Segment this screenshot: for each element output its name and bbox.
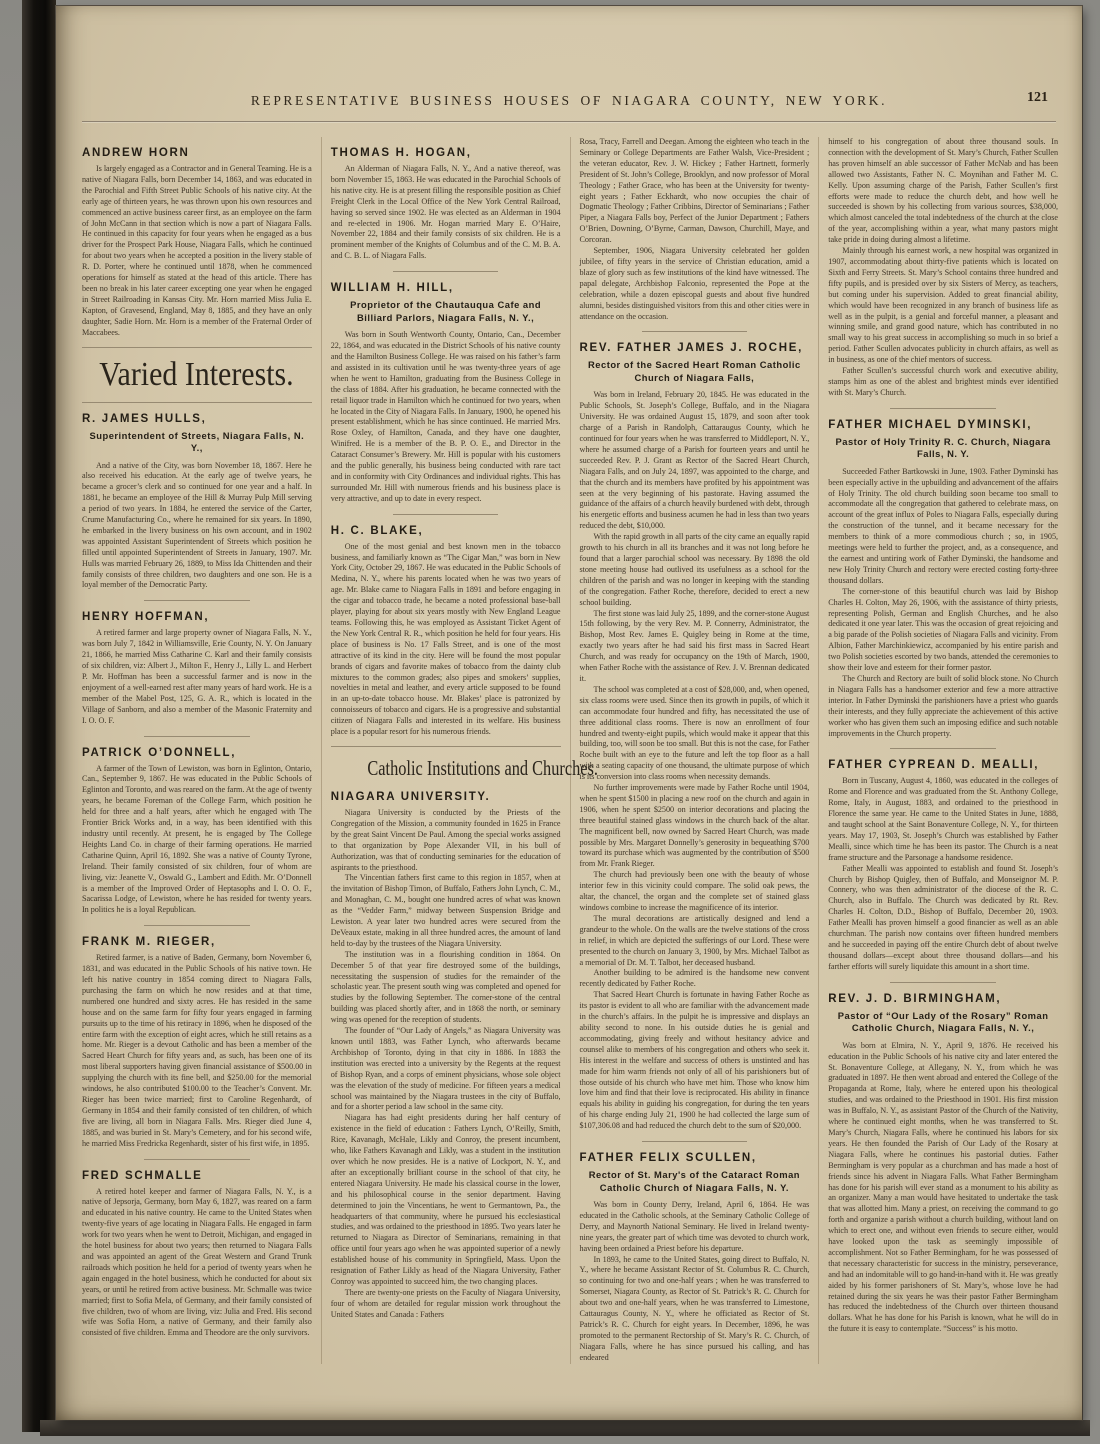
entry-paragraph: The church had previously been one with the beauty of whose interior few in this vicinity could compare. The solid oak pews, the altar, the chancel, the organ and the complete set of stained glass windows combine to increase the magnificence of its interior. <box>579 870 810 912</box>
entry-subtitle: Superintendent of Streets, Niagara Falls, N. Y., <box>89 429 305 453</box>
running-header: REPRESENTATIVE BUSINESS HOUSES OF NIAGARA COUNTY, NEW YORK. <box>250 93 888 108</box>
entry-title: REV. FATHER JAMES J. ROCHE, <box>579 342 804 355</box>
section-divider <box>890 408 996 409</box>
entry <box>580 1152 810 1364</box>
entry-title: THOMAS H. HOGAN, <box>330 147 472 159</box>
section-display-heading <box>82 356 312 394</box>
entry-paragraph: Father Scullen’s successful church work and executive ability, stamps him as one of the ablest and brightest minds ever identified with St. Mary’s Church. <box>828 366 1058 397</box>
entry <box>828 993 1058 1335</box>
header-rule <box>82 121 1056 122</box>
entry <box>331 791 561 1321</box>
entry-paragraph: With the rapid growth in all parts of the city came an equally rapid growth to his church in all its branches and it was not long before he found that a larger parochial school was necessary. By 1898 the old stone meeting house had outlived its usefulness as a school for the children of the parish and was no longer in keeping with the standing of the congregation. Father Roche, therefore, decided to erect a new school building. <box>579 532 810 607</box>
entry-paragraph: A farmer of the Town of Lewiston, was born in Eglinton, Ontario, Can., September 9, 1867. He was educated in the Public Schools of Eglinton and Toronto, and was reared on the farm. At the age of twenty years, he became Foreman of the College Farm, which position he held for three and a half years, after which he engaged with The Frontier Brick Works and, in a way, has been identified with this industry until recently. At present, he is engaged by The College Heights Land Co. in charge of their farming operations. He married Catharine Quinn, April 16, 1892. She was a native of County Tyrone, Ireland. Their family consisted of six children, four of whom are living, viz: Jeanette V., Oswald G., Lambert and Edith. Mr. O’Donnell is a member of the Improved Order of Heptasophs and I. O. O. F., Sacarissa Lodge, of Lewiston, where he has resided for twenty years. In politics he is a loyal Republican. <box>82 763 312 915</box>
entry-paragraph: The school was completed at a cost of $28,000, and, when opened, six class rooms were used. Since then its growth in pupils, of which it can accommodate four hundred and fifty, has necessitated the use of three additional class rooms. There is now an enrollment of four hundred and twenty-eight pupils, which would make it appear that this building, too, will soon be too small. But this is not the case, for Father Roche built with an eye to the future and left the top floor as a hall with a seating capacity of one thousand, the ultimate purpose of which is its conversion into class rooms when necessity demands. <box>579 684 810 782</box>
column-2 <box>322 137 598 1364</box>
entry <box>331 147 561 262</box>
entry-title: FATHER MICHAEL DYMINSKI, <box>828 418 1033 431</box>
entry-continuation <box>828 137 1058 399</box>
columns <box>80 137 1060 1364</box>
section-divider <box>331 746 561 747</box>
entry-title: FATHER CYPREAN D. MEALLI, <box>828 759 1040 772</box>
entry-subtitle: Proprietor of the Chautauqua Cafe and Billiard Parlors, Niagara Falls, N. Y., <box>350 299 542 323</box>
entry-paragraph: Mainly through his earnest work, a new hospital was organized in 1907, accommodating about thirty-five patients which is located on Sixth and Ferry Streets. St. Mary’s School contains three hundred and fifty pupils, and is presided over by six Sisters of Mercy, as teachers, but coming under his supervision. Added to great financial ability, which would have been recognized in any branch of business life as well as in the pulpit, is a genial and forceful manner, a pleasant and winning smile, and grand good nature, which has contributed in no small way to his great success in accomplishing so much in so brief a period. Father Scullen advocates publicity in church affairs, as well as in business, as one of the chief mentors of success. <box>828 246 1058 365</box>
entry-paragraph: Was born at Elmira, N. Y., April 9, 1876. He received his education in the Public Schools of his native city and later entered the St. Bonaventure College, at Allegany, N. Y., from which he was graduated in 1897. He then went abroad and entered the College of the Propaganda at Rome, Italy, where he entered upon his theological studies, and was ordained to the Priesthood in 1901. His first mission was in Buffalo, N. Y., as assistant Pastor of the Church of the Nativity, where he continued eight months, when he was transferred to St. Mary’s Church, Niagara Falls, where he continued his labors for six years. He then founded the Parish of Our Lady of the Rosary at Niagara Falls, where he continues his pastorial duties. Father Bermingham is very popular as a churchman and has made a host of friends since his advent in Niagara Falls. What Father Bermingham has done for his parish will ever stand as a monument to his ability as an organizer. Many a man would have hesitated to undertake the task that was allotted him. Many a priest, on receiving the command to go forth and organize a parish without a church building, without land on which to erect one, and without even friends to secure either, would have looked upon the task as seemingly impossible of accomplishment. Not so Father Bermingham, for he was possessed of that necessary characteristic for success in the ministry, perseverance, and had an indomitable will to go hand-in-hand with it. He was greatly aided by his former parishoners of St. Mary’s, whose love he had retained during the six years he was their pastor Father Bermingham has reduced the indebtedness of the Church over thirteen thousand dollars. What he has done for his Parish is known, what he will do in the future it is easy to contemplate. “Success” is his motto. <box>828 1040 1058 1334</box>
entry-paragraph: Born in Tuscany, August 4, 1860, was educated in the colleges of Rome and Florence and was graduated from the St. Anthony College, Rome, Italy, in August, 1883, and ordained to the priesthood in Florence the same year. He came to the United States in June, 1888, and taught school at the Saint Bonaventure College, N. Y., for thirteen years. May 17, 1903, St. Joseph’s Church was established by Father Mealli, since which time he has been its pastor. The Church is a neat frame structure and the Parsonage a handsome residence. <box>828 776 1058 862</box>
entry-paragraph: The founder of “Our Lady of Angels,” as Niagara University was known until 1883, was Father Lynch, who afterwards became Archbishop of Toronto, dying in that city in 1886. In 1883 the institution was erected into a university by the Regents at the request of Bishop Ryan, and a corps of eminent physicians, whose sole object was the elevation of the study of medicine. For fifteen years a medical school was maintained by the Niagara trustees in the city of Buffalo, and for a shorter period a law school in the same city. <box>330 1026 561 1112</box>
entry-paragraph: That Sacred Heart Church is fortunate in having Father Roche as its pastor is evident to all who are familiar with the advancement made in the church’s affairs. In the pulpit he is impressive and displays an ability second to none. In his outside duties he is genial and accommodating, giving freely and without hesitancy advice and counsel alike to members of his congregation and others who seek it. His interest in the welfare and success of others is unstinted and has made for him warm friends not only of all of his parishioners but of those outside of his church who have met him. Those who know him love him and find that their love is reciprocated. His ability in finance equals his ability in guiding his congregation, for during the ten years of his charge ending July 21, 1900 he had collected the large sum of $107,306.08 and had reduced the church debt to the sum of $20,000. <box>579 990 810 1131</box>
entry <box>82 936 312 1149</box>
entry-title: ANDREW HORN <box>82 147 190 159</box>
entry <box>82 747 312 917</box>
column-1 <box>80 137 322 1364</box>
entry <box>82 147 312 339</box>
entry-subtitle: Rector of St. Mary's of the Cataract Roman Catholic Church of Niagara Falls, N. Y. <box>588 1169 801 1193</box>
entry-paragraph: In 1893, he came to the United States, going direct to Buffalo, N. Y., where he became Assistant Rector of St. Columbus R. C. Church, so continuing for two and one-half years ; when he was transferred to Somerset, Niagara County, as Rector of St. Patrick’s R. C. Church for about two and one-half years, when he was transferred to Limestone, Cattauragus County, N. Y., where he officiated as Rector of St. Patrick’s R. C. Church for eight years. In December, 1896, he was promoted to the permanent Rectorship of St. Mary’s R. C. Church, of Niagara Falls, where he has since pursued his calling, and has endeared <box>579 1254 810 1362</box>
section-divider <box>144 925 250 926</box>
section-divider <box>642 331 748 332</box>
entry-paragraph: The corner-stone of this beautiful church was laid by Bishop Charles H. Colton, May 26, 1906, with the assistance of thirty priests, representing Polish, German and English Churches, and he also dedicated it one year later. This was the occasion of great rejoicing and a big parade of the Polish societies of Niagara Falls and vicinity. From Albion, Father Marchinkiewicz, accompanied by his entire parish and two Polish societies escorted by two bands, attended the ceremonies to show their love and esteem for their former pastor. <box>828 586 1058 673</box>
entry-paragraph: himself to his congregation of about three thousand souls. In connection with the development of St. Mary’s Church, Father Scullen has proven himself an able successor of Father McNab and has been allowed two Assistants, Father N. C. Moynihan and Father M. C. Kelly. Upon assuming charge of the Parish, Father Scullen’s first efforts were made to reduce the church debt, and how well he succeeded is shown by his collecting from various sources, $38,000, which almost canceled the total indebtedness of the church at the close of the year, accomplishing within a year, what many pastors might take pride in doing during almost a lifetime. <box>828 137 1058 245</box>
entry-title: H. C. BLAKE, <box>330 524 424 537</box>
entry-title: WILLIAM H. HILL, <box>330 282 454 295</box>
section-divider <box>82 402 312 403</box>
column-4 <box>819 137 1060 1364</box>
entry-paragraph: Succeeded Father Bartkowski in June, 1903. Father Dyminski has been especially active in the upbuilding and advancement of the affairs of Holy Trinity. The old church building soon became too small to accommodate all the congregation that gathered to celebrate mass, on account of the great influx of Poles to Niagara Falls, especially during the construction of the tunnel, and it became necessary for the members to think of a more commodious church ; so, in 1905, meetings were held to further the project, and, as a consequence, and the earnest and untiring work of Father Dyminski, the handsome and new Holy Trinity Church and rectory were erected costing forty-three thousand dollars. <box>828 466 1058 585</box>
entry-paragraph: The Church and Rectory are built of solid block stone. No Church in Niagara Falls has a handsomer exterior and few a more attractive interior. In Father Dyminski the parishioners have a priest who guards their interests, and they fully appreciate the achievement of this active worker who has given them such an imposing edifice and such notable improvements in the Church property. <box>828 673 1058 738</box>
entry-paragraph: Another building to be admired is the handsome new convent recently dedicated by Father Roche. <box>579 968 810 989</box>
entry-paragraph: There are twenty-one priests on the Faculty of Niagara University, four of whom are detailed for regular mission work throughout the United States and Canada : Fathers <box>330 1287 561 1319</box>
entry-paragraph: Niagara has had eight presidents during her half century of existence in the field of education : Fathers Lynch, O’Reilly, Smith, Rice, Kavanagh, McHale, Likly and Conroy, the present incumbent, who, like Fathers Kavanagh and Likly, was a student in the institution over which he now presides. He is a native of Lockport, N. Y., and after an exceptionally brilliant course in the school of that city, he entered Niagara University. He made his classical course in the lower, and his philosophical course in the senior department. Having determined to join the Vincentians, he went to Germantown, Pa., the headquarters of that community, where he pursued his ecclesiastical studies, and was ordained to the priesthood in 1895. Two years later he returned to Niagara as Director of Seminarians, remaining in that office until four years ago when he was appointed superior of a newly established house of his community in Springfield, Mass. Upon the resignation of Father Likly as head of the Niagara University, Father Conroy was appointed to succeed him, the two changing places. <box>330 1113 561 1286</box>
entry-subtitle: Pastor of “Our Lady of the Rosary” Roman Catholic Church, Niagara Falls, N. Y., <box>837 1009 1049 1034</box>
entry-paragraph: Was born in Ireland, February 20, 1845. He was educated in the Public Schools, St. Joseph’s College, Buffalo, and in the Niagara University. He was ordained August 15, 1879, and soon after took charge of a Parish in Randolph, Cattaraugus County, which he continued for four years when he was transferred to Middleport, N. Y., where he assumed charge of a Parish for fourteen years and until he succeeded Rev. P. J. Grant as Rector of the Sacred Heart Church, Niagara Falls, and on July 24, 1897, was appointed to the charge, and that the church and its members have profited by his appointment was seen at the very beginning of his pastorate. Having assumed the guidance of the affairs of a church heavily burdened with debt, through his energetic efforts and business acumen he had in less than two years reduced the debt, $10,000. <box>579 390 810 531</box>
section-divider <box>144 1159 250 1160</box>
entry <box>828 419 1058 740</box>
column-3 <box>571 137 820 1364</box>
entry-paragraph: Father Mealli was appointed to establish and found St. Joseph’s Church by Bishop Quigley, then of Buffalo, and Monseignor M. P. Connery, who was then administrator of the diocese of the R. C. Church, also in Buffalo. The Church was dedicated by Rt. Rev. Charles H. Colton, D.D., Bishop of Buffalo, December 20, 1903. Father Mealli has proven himself a good financier as well as an able churchman. The parish now contains over fifteen hundred members and he succeeded in paying off the entire Church debt of about twelve thousand dollars—except about three thousand dollars—and his farther efforts will surely liquidate this amount in a short time. <box>828 863 1058 971</box>
entry-subtitle: Pastor of Holy Trinity R. C. Church, Niagara Falls, N. Y. <box>835 435 1051 460</box>
section-divider <box>144 736 250 737</box>
entry-paragraph: A retired hotel keeper and farmer of Niagara Falls, N. Y., is a native of Jepsorja, Germany, born May 6, 1827, was reared on a farm and educated in his native country. He came to the United States when twenty-five years of age locating in Niagara Falls. He engaged in farm work for two years when he went to Detroit, Michigan, and engaged in the hotel business for about two years; then returned to Niagara Falls and was appointed an agent of the Great Western and Grand Trunk railroads which position he held for a period of twenty years when he again engaged in the hotel business, which he conducted for about six years, or until he retired from active business. Mr. Schmalle was twice married; first to Sofia Mela, of Germany, and their family consisted of five children, two of whom are living, viz: Julia and Fred. His second wife was Sofia Horn, a native of Germany, and their family also consisted of five children. Emma and Theodore are the only survivors. <box>82 1186 312 1338</box>
entry <box>82 1170 312 1340</box>
entry-title: FRED SCHMALLE <box>82 1169 203 1182</box>
entry-paragraph: One of the most genial and best known men in the tobacco business, and familiarly known as “The Cigar Man,” was born in New York City, October 29, 1867. He was educated in the Public Schools of Medina, N. Y., where his parents located when he was two years of age. Mr. Blake came to Niagara Falls in 1891 and before engaging in the cigar and tobacco trade, he became a noted professional base-ball player, playing for about six years mostly with New England League teams. Following this, he was employed as Assistant Ticket Agent of the New York Central R. R., which position he held for four years. His place of business is No. 17 Falls Street, and is one of the most attractive of its kind in the city. Here will be found the most popular brands of cigars and favorite makes of tobacco from the dainty club mixtures to the common grades; also pipes and smokers’ supplies, novelties in metal and leather, and every article supposed to be found in an up-to-date tobacco house. Mr. Blakes’ place is patronized by connoisseurs of tobacco and cigars. He is a progressive and substantial citizen of Niagara Falls and interested in its welfare. His business place is a popular resort for his numerous friends. <box>330 541 561 737</box>
entry-paragraph: The first stone was laid July 25, 1899, and the corner-stone August 15th following, by the very Rev. M. P. Connerry, Administrator, the Bishop, Most Rev. James E. Quigley being in Rome at the time, exactly two years after he had said his first mass in Sacred Heart Church, and was ready for occupancy on the 19th of March, 1900, when Father Roche with the assistance of Rev. J. V. Brennan dedicated it. <box>579 608 810 683</box>
entry-paragraph: Niagara University is conducted by the Priests of the Congregation of the Mission, a community founded in 1625 in France by the great Saint Vincent De Paul. Among the special works assigned to that organization by Pope Alexander VII, in his bull of Authorization, was that of conducting seminaries for the education of aspirants to the priesthood. <box>330 807 561 872</box>
entry <box>331 282 561 505</box>
section-divider <box>393 271 499 272</box>
entry-paragraph: An Alderman of Niagara Falls, N. Y., And a native thereof, was born November 15, 1863. He was educated in the Parochial Schools of his native city. He is at present filling the responsible position as Chief Freight Clerk in the Local Office of the New York Central Railroad, having so served since 1902. He was elected as an Alderman in 1904 and re-elected in 1906. Mr. Hogan married Mary E. O’Haire, November 22, 1884 and their family consists of six children. He is a prominent member of the Knights of Columbus and of the C. M. B. A. and C. B. L. of Niagara Falls. <box>330 164 561 261</box>
entry <box>331 525 561 738</box>
entry-paragraph: The mural decorations are artistically designed and lend a grandeur to the whole. On the walls are the twelve stations of the cross in relief, in which are depicted the sufferings of our Lord. These were presented to the church on January 3, 1900, by Mrs. Michael Talbot as a memorial of Dr. M. T. Talbot, her deceased husband. <box>579 913 810 967</box>
page <box>56 6 1082 1420</box>
page-header <box>56 92 1082 110</box>
entry-title: FATHER FELIX SCULLEN, <box>579 1152 757 1165</box>
section-divider <box>890 982 996 983</box>
entry-paragraph: No further improvements were made by Father Roche until 1904, when he spent $1500 in placing a new roof on the church and again in 1906, when he spent $2500 on interior decorations and placing the three beautiful stained glass windows in the church back of the altar. The magnificent bell, now owned by Sacred Heart Church, was made possible by Mrs. Margaret Donnelly’s generosity in bequeathing $700 toward its purchase which was augmented by the contribution of $500 from Mr. Frank Rieger. <box>579 783 810 869</box>
entry-paragraph: Retired farmer, is a native of Baden, Germany, born November 6, 1831, and was educated in the Public Schools of his native town. He left his native country in 1854 coming direct to Niagara Falls, purchasing the farm on which he now resides and at that time, numbered one hundred and sixty acres. He has resided in the same house and on the same farm for fifty four years engaged in farming pursuits up to the time of his retiracy in 1896, when he disposed of the entire farm with the exception of eight acres, which he still retains as a home. Mr. Rieger is a devout Catholic and has been a member of the Sacred Heart Church for fifty years and, as such, has been one of its most liberal supporters having given financial assistance of $500.00 in supplying the church with its fine bell, and $250.00 for the memorial windows, he also contributed $100.00 to the Teacher’s Convent. Mr. Rieger has been twice married; first to Caroline Regenhardt, of Germany in 1854 and their family consisted of ten children, of which five are living, all born in Niagara Falls. Mrs. Rieger died June 4, 1885, and was buried in St. Mary’s Cemetery, and for his second wife, he married Miss Fredricka Regenhardt, sister of his first wife, in 1895. <box>82 953 312 1148</box>
section-divider <box>642 1141 748 1142</box>
section-display-heading-text: Varied Interests. <box>99 355 295 393</box>
section-display-heading <box>331 755 598 781</box>
entry <box>828 759 1058 972</box>
entry <box>82 611 312 726</box>
entry-paragraph: Is largely engaged as a Contractor and in General Teaming. He is a native of Niagara Falls, born December 14, 1863, and was educated in the Parochial and Fifth Street Public Schools of his native city. At the early age of thirteen years, he was thrown upon his own resources and commenced an active business career first, as an employee on the farm of John McCann in that section which is now a part of Niagara Falls. He continued in this capacity for four years when he engaged as a bus driver for the Prospect Park House, Niagara Falls, which he continued for about two years when he accepted a position in the livery stable of R. D. Porter, where he continued until 1878, when he commenced operations for himself as stated at the head of this article. There has been no break in his later career excepting one year when he engaged in Street Railroading in Kansas City. Mr. Horn married Miss Julia E. Kapton, of Gravesend, England, May 8, 1885, and they have an only daughter, Sadie Horn. Mr. Horn is a member of the Fraternal Order of Maccabees. <box>82 164 312 337</box>
entry-paragraph: A retired farmer and large property owner of Niagara Falls, N. Y., was born July 7, 1842 in Williamsville, Erie County, N. Y. On January 21, 1866, he married Miss Catharine C. Karl and their family consists of six children, viz: Albert J., Milton F., Henry J., Lilly L. and Herbert P. Mr. Hoffman has been a successful farmer and is now in the enjoyment of a well-earned rest after many years of hard work. He is a member of the Mabel Post, 125, G. A. R., which is located in the Village of Sanborn, and also a member of the Masonic Fraternity and I. O. O. F. <box>82 628 312 725</box>
entry-paragraph: The Vincentian fathers first came to this region in 1857, when at the invitation of Bishop Timon, of Buffalo, Fathers John Lynch, C. M., and Monaghan, C. M., bought one hundred acres of what was known as the “Vedder Farm,” midway between Suspension Bridge and Lewiston. A year later two hundred acres were secured from the DeVeaux estate, making in all three hundred acres, the amount of land held to-day by the trustees of the Niagara University. <box>330 873 561 948</box>
entry-paragraph: The institution was in a flourishing condition in 1864. On December 5 of that year fire destroyed some of the buildings, necessitating the suspension of studies for the remainder of the scholastic year. The present south wing was completed and opened for studies by the following September. The corner-stone of the central building was placed shortly after, and in 1868 the north, or seminary wing was opened for the reception of students. <box>330 949 561 1025</box>
section-divider <box>393 514 499 515</box>
section-display-heading-text: Catholic Institutions and Churches. <box>367 755 598 780</box>
page-number: 121 <box>1027 90 1048 105</box>
entry-paragraph: September, 1906, Niagara University celebrated her golden jubilee, of fifty years in the service of Christian education, amid a blaze of glory such as few institutions of the kind have witnessed. The papal delegate, Archbishop Falconio, represented the Pope at the celebration, while a dozen episcopal guests and about five hundred alumni, besides distinguished visitors from this and other cities were in attendance on the occasion. <box>579 246 810 321</box>
entry <box>580 342 810 1132</box>
entry-title: FRANK M. RIEGER, <box>82 936 216 949</box>
entry-continuation <box>580 137 810 322</box>
entry-paragraph: Was born in South Wentworth County, Ontario, Can., December 22, 1864, and was educated in the District Schools of his native county and the Hamilton Business College. He was raised on his father’s farm and assisted in its cultivation until he was twenty-three years of age when he went to Hamilton, graduating from the Business College in the class of 1884. After his graduation, he became connected with the retail liquor trade in Hamilton which he continued for two years, when he located in the City of Niagara Falls. In January, 1900, he opened his present establishment, which he has since continued. He married Mrs. Rose Oxley, of Hamilton, Canada, and they have one daughter, Winifred. He is a member of the B. P. O. E., and Director in the Cataract Consumer’s Brewery. Mr. Hill is popular with his customers and the public generally, his business being conducted with rare tact and in conformity with City Ordinances and individual rights. This has surrounded Mr. Hill with numerous friends and his business place is very attractive, and up to date in every respect. <box>330 330 561 503</box>
section-divider <box>890 748 996 749</box>
entry-paragraph: Rosa, Tracy, Farrell and Deegan. Among the eighteen who teach in the Seminary or College Departments are Father Walsh, Vice-President ; the veteran educator, Rev. J. W. Hickey ; Father Hartnett, formerly President of St. John’s College, Brooklyn, and now professor of Moral Theology ; Father Grace, who has been at the University for twenty-eight years ; Father Eckhardt, who now occupies the chair of Dogmatic Theology ; Father Cribbins, Director of Seminarians ; Father Piper, a Niagara Falls boy, Perfect of the Junior Department ; Fathers O’Brien, Downing, O’Byrne, Carman, Dawson, Churchill, Maye, and Corcoran. <box>579 137 810 245</box>
entry-paragraph: Was born in County Derry, Ireland, April 6, 1864. He was educated in the Catholic schools, at the Seminary Catholic College of Derry, and Maynorth National Seminary. He lived in Ireland twenty-nine years, the greater part of which time was devoted to church work, having been ordained a Priest before his departure. <box>579 1200 810 1253</box>
entry-title: R. JAMES HULLS, <box>82 412 207 425</box>
section-divider <box>144 600 250 601</box>
entry-title: NIAGARA UNIVERSITY. <box>330 790 491 803</box>
entry-title: HENRY HOFFMAN, <box>82 611 210 624</box>
book-binding-shadow <box>22 0 56 1432</box>
page-bottom-shadow <box>40 1420 1090 1436</box>
entry-paragraph: And a native of the City, was born November 18, 1867. Here he also received his education. At the early age of twelve years, he became a grocer’s clerk and so continued for one year and a half. In 1881, he became an employee of the Hill & Murray Pulp Mill serving a period of two years. In 1884, he entered the service of the Carter, Crume Manufacturing Co., where he remained for six years. In 1890, he embarked in the livery business on his own account, and in 1902 was appointed Assistant Superintendent of Streets which position he filled until appointed Superintendent of Streets in January, 1907. Mr. Hulls was married February 26, 1889, to Miss Ida Chittenden and their family consists of three children, two daughters and one son. He is a loyal member of the Democratic Party. <box>82 460 312 590</box>
entry <box>82 413 312 592</box>
entry-subtitle: Rector of the Sacred Heart Roman Catholic Church of Niagara Falls, <box>588 359 801 383</box>
entry-title: REV. J. D. BIRMINGHAM, <box>828 992 1002 1005</box>
section-divider <box>82 347 312 348</box>
entry-title: PATRICK O’DONNELL, <box>82 746 237 759</box>
